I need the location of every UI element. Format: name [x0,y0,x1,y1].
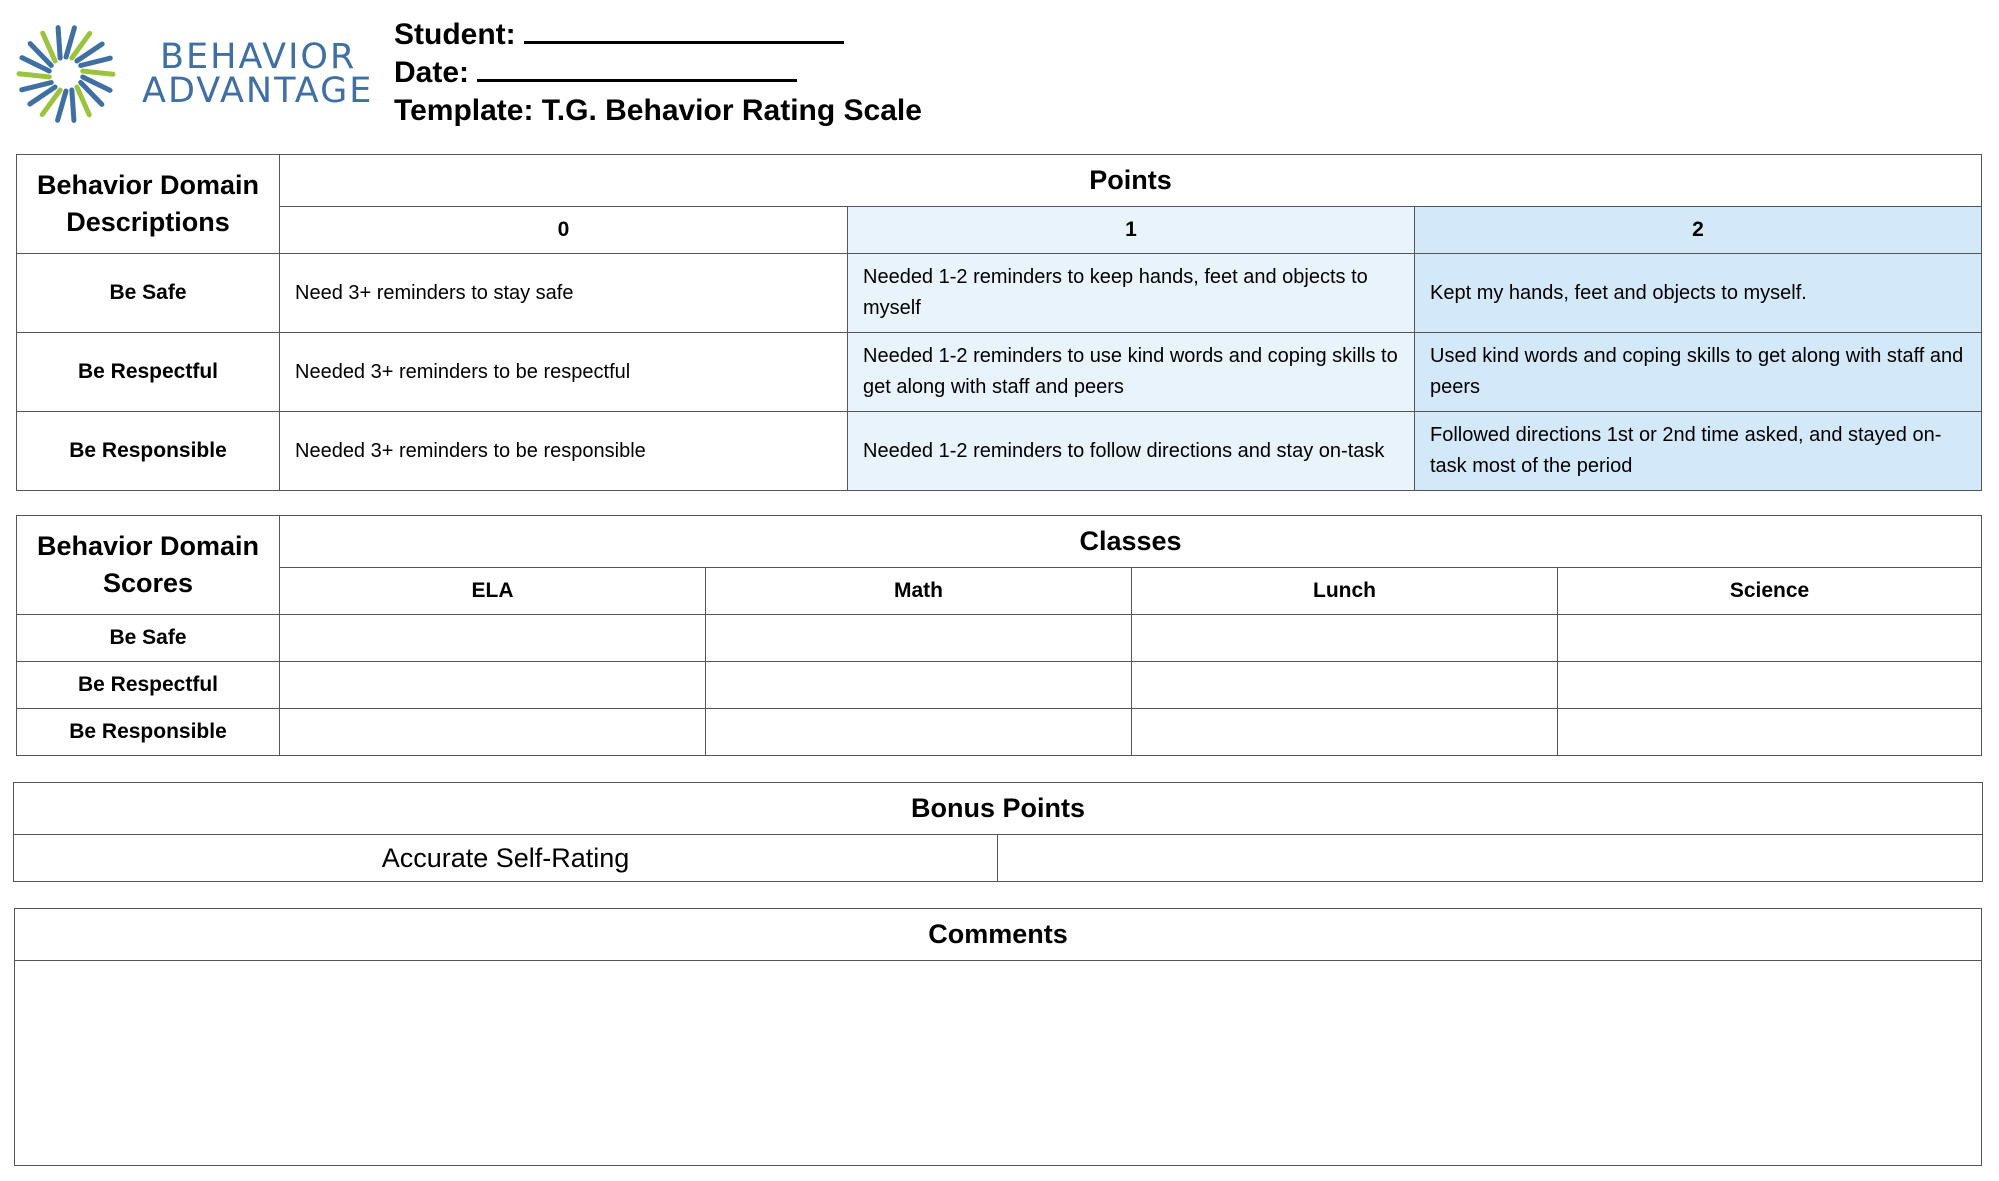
table-row [17,412,1982,491]
desc-cell: Used kind words and coping skills to get along with staff and peers [1415,333,1982,412]
date-blank[interactable] [477,57,797,82]
score-cell[interactable] [280,709,706,756]
table-row [17,615,1982,662]
score-cell[interactable] [1132,709,1558,756]
class-col-science: Science [1558,568,1982,615]
bonus-points-value-cell[interactable] [998,835,1983,882]
points-col-1: 1 [848,207,1415,254]
table-row [17,254,1982,333]
behavior-scores-table [16,515,1982,756]
score-row-label-be-respectful: Be Respectful [17,662,280,709]
student-field [394,16,922,54]
score-cell[interactable] [706,615,1132,662]
table-row [14,835,1983,882]
logo-line-1: BEHAVIOR [160,37,357,77]
scores-corner-header: Behavior Domain Scores [17,516,280,615]
score-row-label-be-safe: Be Safe [17,615,280,662]
row-label-be-respectful: Be Respectful [17,333,280,412]
logo-line-2: ADVANTAGE [142,71,374,111]
desc-cell: Needed 3+ reminders to be respectful [280,333,848,412]
desc-cell: Kept my hands, feet and objects to myself. [1415,254,1982,333]
student-label: Student: [394,18,516,51]
sunburst-logo-icon [14,22,118,126]
class-col-ela: ELA [280,568,706,615]
date-field [394,54,922,92]
logo-ray [22,83,52,90]
bonus-points-header: Bonus Points [14,783,1983,835]
score-cell[interactable] [706,709,1132,756]
row-label-be-responsible: Be Responsible [17,412,280,491]
behavior-descriptions-table [16,154,1982,491]
desc-cell: Needed 1-2 reminders to use kind words and coping skills to get along with staff and peers [848,333,1415,412]
desc-cell: Needed 1-2 reminders to keep hands, feet and objects to myself [848,254,1415,333]
classes-header: Classes [280,516,1982,568]
logo-ray [72,90,74,120]
logo-ray [83,71,113,74]
score-cell[interactable] [1558,709,1982,756]
date-label: Date: [394,56,470,89]
score-cell[interactable] [280,662,706,709]
behavior-advantage-logo [14,22,374,127]
accurate-self-rating-label: Accurate Self-Rating [14,835,998,882]
template-title: Template: T.G. Behavior Rating Scale [394,94,922,127]
score-cell[interactable] [1132,662,1558,709]
score-cell[interactable] [1132,615,1558,662]
score-row-label-be-responsible: Be Responsible [17,709,280,756]
points-header: Points [280,155,1982,207]
score-cell[interactable] [706,662,1132,709]
row-label-be-safe: Be Safe [17,254,280,333]
score-cell[interactable] [280,615,706,662]
logo-ray [58,28,60,58]
form-header [394,16,922,130]
points-col-0: 0 [280,207,848,254]
class-col-lunch: Lunch [1132,568,1558,615]
bonus-points-table [13,782,1983,882]
desc-cell: Followed directions 1st or 2nd time asked, and stayed on-task most of the period [1415,412,1982,491]
descriptions-corner-header: Behavior Domain Descriptions [17,155,280,254]
logo-wordmark [142,37,374,111]
comments-header: Comments [15,909,1982,961]
logo-ray [19,74,49,77]
table-row [17,333,1982,412]
table-row [17,709,1982,756]
points-col-2: 2 [1415,207,1982,254]
desc-cell: Needed 3+ reminders to be responsible [280,412,848,491]
table-row [17,662,1982,709]
score-cell[interactable] [1558,662,1982,709]
comments-table [14,908,1982,1166]
score-cell[interactable] [1558,615,1982,662]
desc-cell: Needed 1-2 reminders to follow directions and stay on-task [848,412,1415,491]
desc-cell: Need 3+ reminders to stay safe [280,254,848,333]
logo-ray [81,58,111,65]
class-col-math: Math [706,568,1132,615]
student-blank[interactable] [524,19,844,44]
comments-area[interactable] [15,961,1982,1166]
